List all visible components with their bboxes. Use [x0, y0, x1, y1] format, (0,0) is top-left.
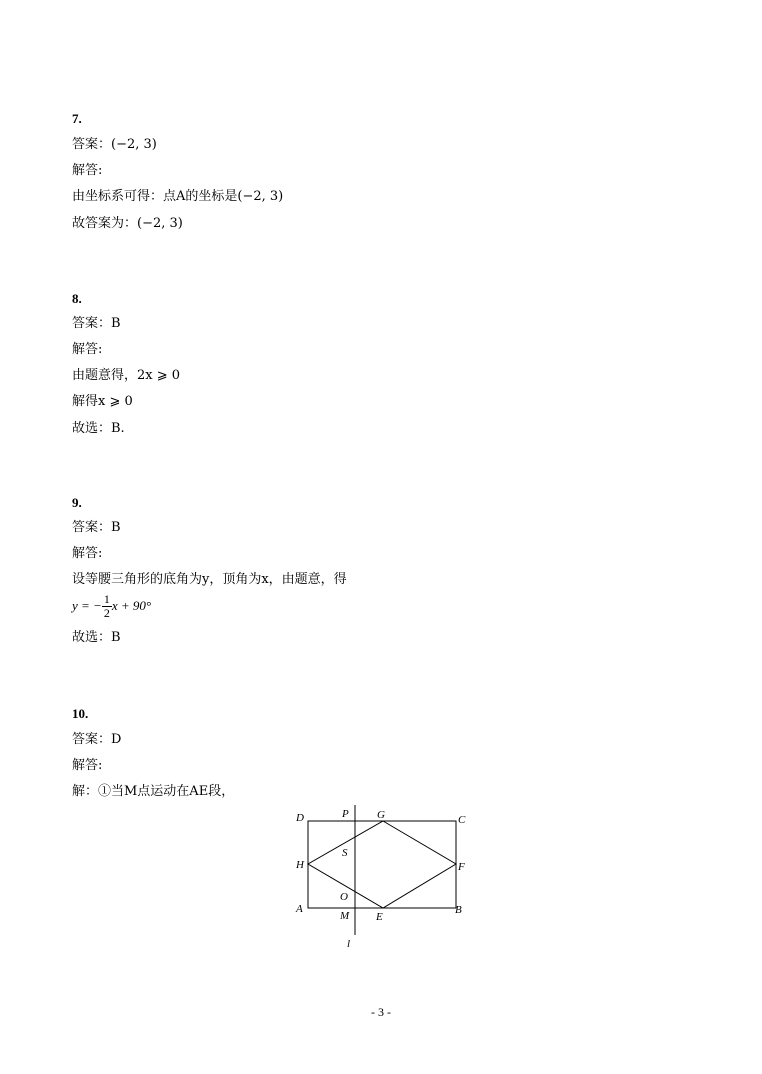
fraction-one-half — [102, 593, 112, 620]
question-7-step-2: 故答案为：(−2, 3) — [72, 216, 183, 231]
formula-prefix: y = − — [72, 598, 102, 613]
question-8-solution-label: 解答: — [72, 342, 103, 357]
question-10-number: 10. — [72, 706, 89, 721]
fraction-denominator: 2 — [103, 606, 110, 620]
page-number: - 3 - — [371, 1005, 391, 1019]
label-l: l — [347, 938, 351, 950]
label-p: P — [342, 808, 349, 820]
label-o: O — [340, 891, 348, 903]
question-7-solution-label: 解答: — [72, 163, 103, 178]
question-9-step-1: 设等腰三角形的底角为y，顶角为x，由题意，得 — [72, 572, 347, 587]
label-s: S — [342, 847, 348, 859]
label-b: B — [455, 904, 462, 916]
fraction-numerator: 1 — [103, 592, 110, 606]
label-d: D — [296, 812, 304, 824]
question-7-number: 7. — [72, 111, 82, 126]
question-9-solution-label: 解答: — [72, 546, 103, 561]
label-g: G — [377, 809, 385, 821]
question-9-answer: 答案：B — [72, 520, 121, 535]
label-h: H — [296, 859, 304, 871]
formula-suffix: x + 90° — [111, 598, 152, 613]
question-8-answer: 答案：B — [72, 316, 121, 331]
label-e: E — [376, 911, 383, 923]
label-a: A — [296, 903, 303, 915]
label-c: C — [458, 814, 466, 826]
question-7-answer: 答案：(−2, 3) — [72, 137, 157, 152]
geometry-figure — [280, 800, 480, 955]
rectangle-abcd — [308, 821, 456, 908]
question-7-step-1: 由坐标系可得：点A的坐标是(−2, 3) — [72, 189, 284, 204]
question-8-step-1: 由题意得，2x ⩾ 0 — [72, 368, 181, 383]
rhombus-efgh — [308, 821, 456, 908]
label-f: F — [458, 861, 465, 873]
question-10-solution-label: 解答: — [72, 758, 103, 773]
question-10-step-1: 解：①当M点运动在AE段， — [72, 784, 235, 799]
question-9-formula — [72, 593, 151, 620]
question-10-answer: 答案：D — [72, 732, 122, 747]
label-m: M — [340, 910, 350, 922]
question-9-number: 9. — [72, 495, 82, 510]
question-8-step-3: 故选：B. — [72, 421, 125, 436]
question-8-step-2: 解得x ⩾ 0 — [72, 394, 133, 409]
question-9-step-3: 故选：B — [72, 630, 121, 645]
question-8-number: 8. — [72, 291, 82, 306]
